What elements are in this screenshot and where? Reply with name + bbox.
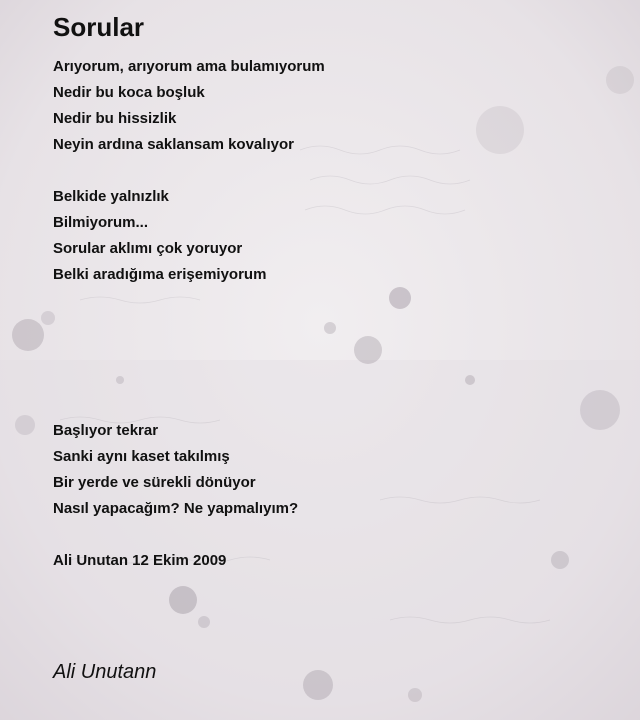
poem-line: Bilmiyorum... [53,214,149,231]
poem-line: Bir yerde ve sürekli dönüyor [53,474,256,491]
stanza-1 [53,54,325,158]
poem-line: Belki aradığıma erişemiyorum [53,266,267,283]
poem-signature [53,548,325,574]
poem-body [53,54,325,600]
stanza-2 [53,184,325,288]
poem-line: Başlıyor tekrar [53,422,159,439]
poem-line: Sorular aklımı çok yoruyor [53,240,243,257]
poem-line: Nedir bu koca boşluk [53,84,205,101]
poem-line: Nedir bu hissizlik [53,110,177,127]
poem-line: Belkide yalnızlık [53,188,169,205]
poem-line: Arıyorum, arıyorum ama bulamıyorum [53,58,325,75]
signature-line: Ali Unutan 12 Ekim 2009 [53,552,227,569]
poem-title: Sorular [53,12,145,42]
poem-line: Neyin ardına saklansam kovalıyor [53,136,294,153]
poem-line: Sanki aynı kaset takılmış [53,448,230,465]
author-name[interactable]: Ali Unutann [53,661,157,683]
poem-line: Nasıl yapacağım? Ne yapmalıyım? [53,500,299,517]
stanza-3 [53,418,325,522]
